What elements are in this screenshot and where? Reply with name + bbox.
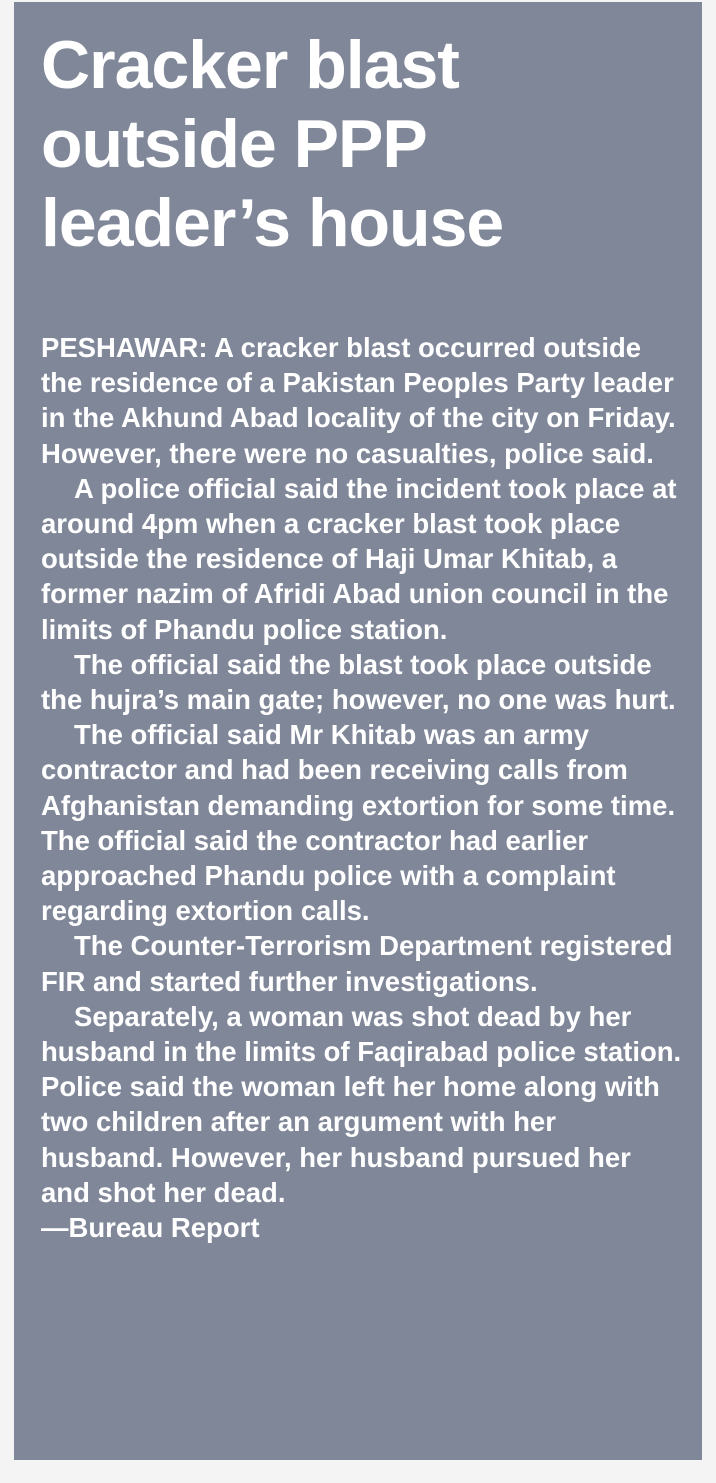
news-clipping	[14, 2, 702, 1460]
paragraph-5: The Counter-Terrorism Department registered FIR and started further investigations.	[41, 930, 673, 997]
paragraph-2: A police official said the incident took place at around 4pm when a cracker blast took place outside the residence of Haji Umar Khitab, a former nazim of Afridi Abad union council in the limits of Phandu police station.	[41, 472, 677, 645]
byline-credit: —Bureau Report	[41, 1212, 260, 1244]
headline-line-3: leader’s house	[41, 185, 504, 261]
paragraph-1-text: A cracker blast occurred outside the residence of a Pakistan Peoples Party leader in the Akhund Abad locality of the city on Friday. However, there were no casualties, police said.	[41, 332, 676, 469]
headline-line-1: Cracker blast	[41, 27, 459, 103]
article-body	[41, 330, 682, 1245]
paragraph-1	[41, 330, 682, 471]
paragraph-4: The official said Mr Khitab was an army contractor and had been receiving calls from Afghanistan demanding extortion for some time. The official said the contractor had earlier approached Phandu police with a complaint regarding extortion calls.	[41, 719, 676, 927]
headline	[41, 26, 682, 263]
paragraph-3: The official said the blast took place outside the hujra’s main gate; however, no one was hurt.	[41, 648, 676, 716]
paragraph-6: Separately, a woman was shot dead by her husband in the limits of Faqirabad police station. Police said the woman left her home along with two children after an argument with her husband. However, her husband pursued her and shot her dead.	[41, 1000, 682, 1208]
dateline: PESHAWAR:	[41, 332, 208, 363]
headline-line-2: outside PPP	[41, 106, 427, 182]
